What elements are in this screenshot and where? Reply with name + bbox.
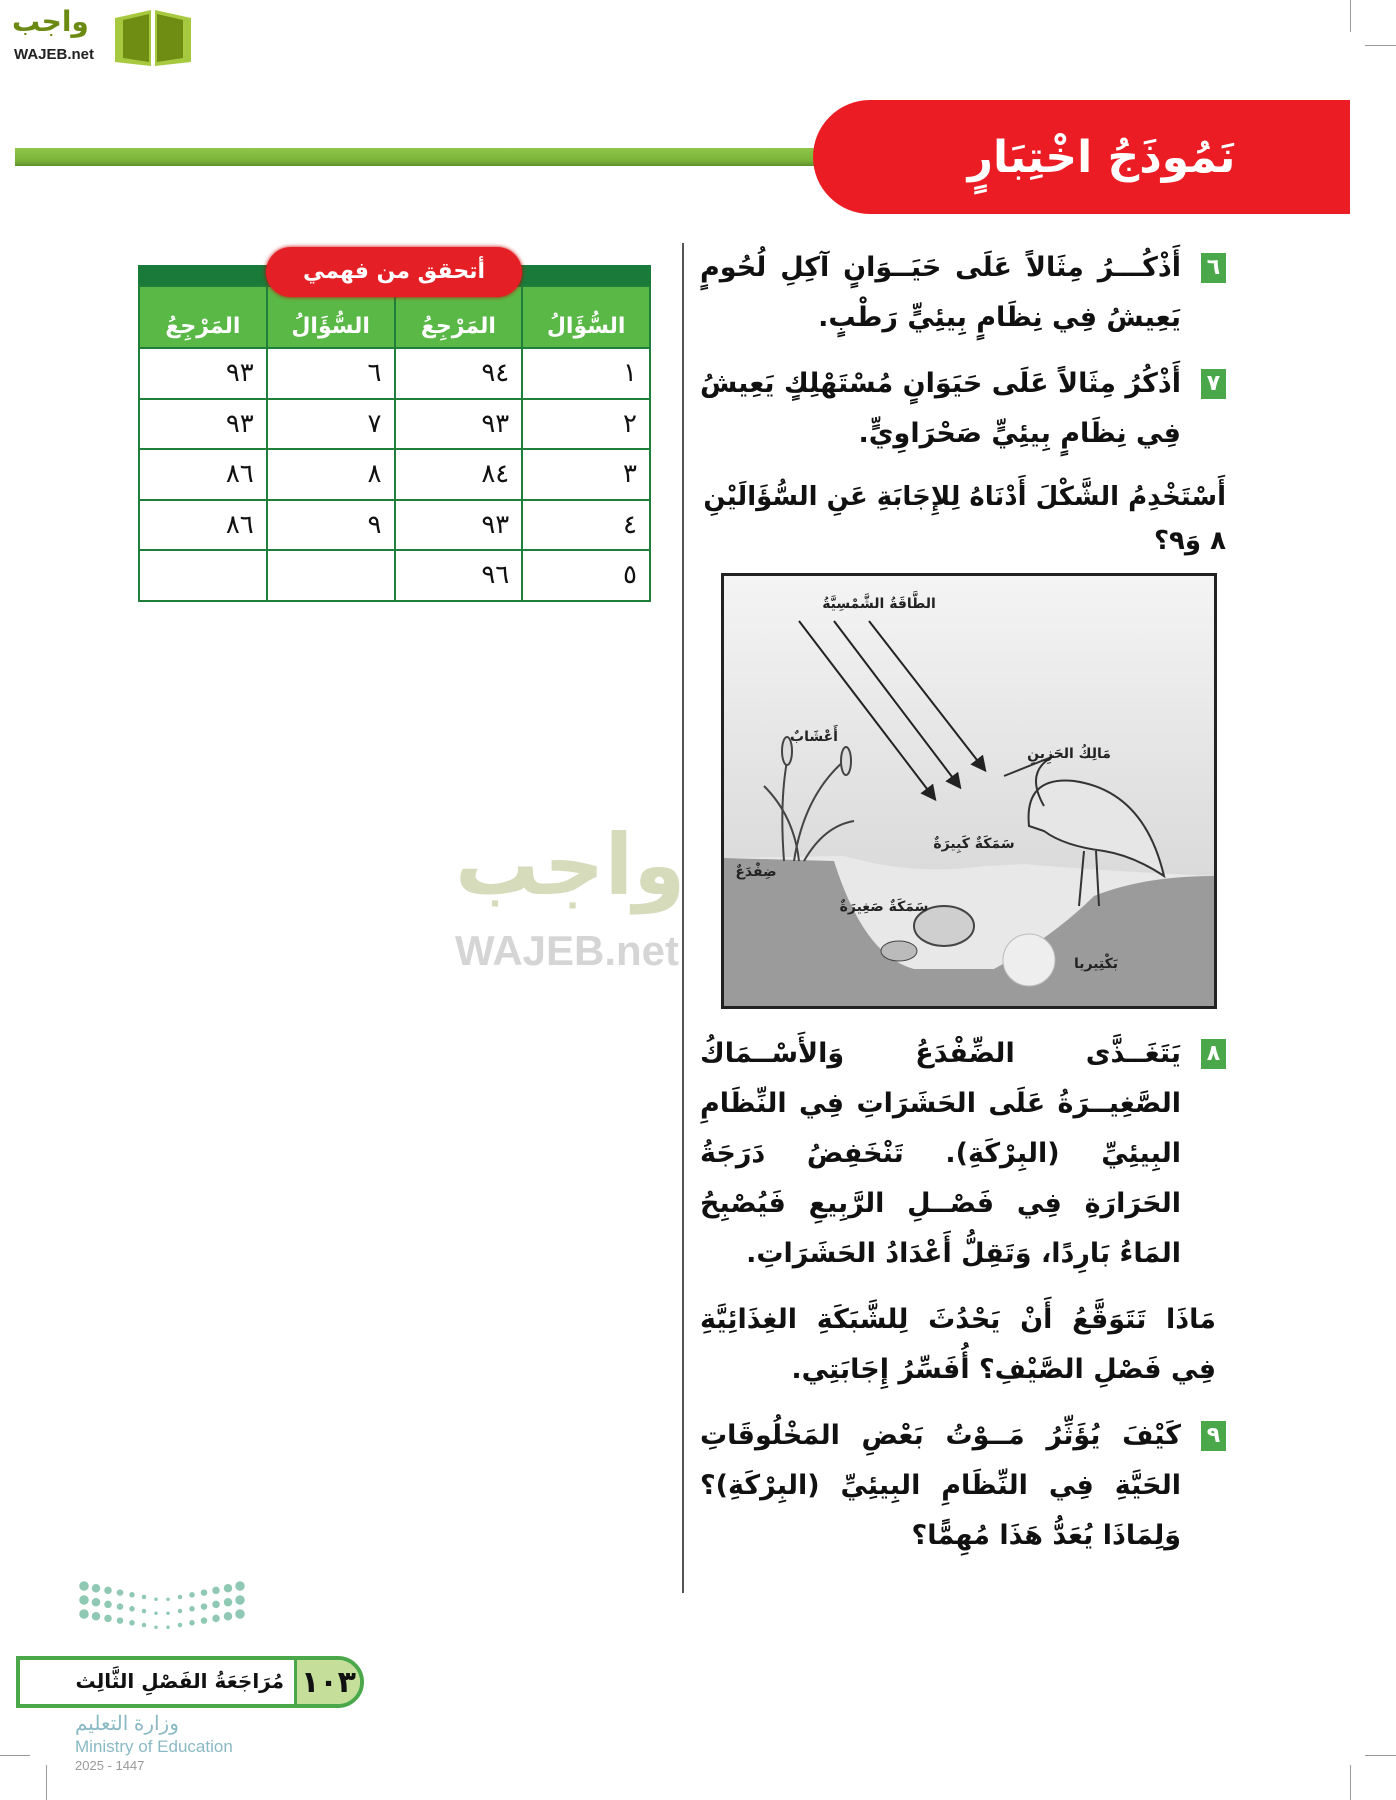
logo-dot (142, 1595, 147, 1600)
logo-dot (224, 1598, 233, 1607)
watermark-arabic: واجب (455, 816, 686, 914)
ministry-arabic: وزارة التعليم (75, 1713, 179, 1735)
questions-column (700, 243, 1226, 1577)
logo-arabic: واجب (12, 5, 89, 38)
header-reference: المَرْجِعُ (139, 286, 267, 348)
question-8 (700, 1029, 1226, 1279)
reference-cell: ٩٦ (395, 550, 523, 601)
logo-dot (117, 1617, 124, 1624)
check-understanding-badge: أتحقق من فهمي (266, 247, 522, 297)
ministry-english: Ministry of Education (75, 1737, 233, 1756)
logo-dot (104, 1601, 112, 1609)
reference-cell: ٩٣ (395, 500, 523, 551)
logo-dot (189, 1620, 195, 1626)
question-cell: ١ (522, 348, 650, 399)
book-icon (113, 6, 193, 68)
reference-cell: ٩٣ (139, 348, 267, 399)
logo-dot (212, 1587, 220, 1595)
logo-dot (235, 1609, 245, 1619)
logo-dot (235, 1595, 245, 1605)
label-solar-energy: الطَّاقَةُ الشَّمْسِيَّةُ (822, 596, 936, 612)
instruction-text: أَسْتَخْدِمُ الشَّكْلَ أَدْنَاهُ لِلإِجَابَةِ عَنِ السُّؤَالَيْنِ ٨ وَ٩؟ (703, 482, 1226, 556)
logo-dot (178, 1609, 183, 1614)
logo-dot (224, 1584, 233, 1593)
logo-dot (235, 1581, 245, 1591)
wajeb-logo[interactable] (8, 4, 193, 68)
logo-dot (154, 1597, 158, 1601)
label-bacteria: بَكْتِيريا (1073, 956, 1119, 972)
reference-cell: ٩٣ (139, 399, 267, 450)
logo-dot (166, 1625, 170, 1629)
logo-dot (178, 1595, 183, 1600)
reference-cell: ٩٣ (395, 399, 523, 450)
logo-dot (79, 1609, 89, 1619)
small-fish-drawing (881, 941, 917, 961)
logo-dot (154, 1611, 158, 1615)
logo-dot (212, 1601, 220, 1609)
reference-cell: ٨٦ (139, 500, 267, 551)
question-8-text: يَتَغَــذَّى الضِّفْدَعُ وَالأَسْــمَاكُ الصَّغِيــرَةُ عَلَى الحَشَرَاتِ فِي النِّظَامِ البِيئِيِّ (البِرْكَةِ). تَنْخَفِضُ دَرَجَةُ الحَرَارَةِ فِي فَصْــلِ الرَّبِيعِ فَيُصْبِحُ المَاءُ بَارِدًا، وَتَقِلُّ أَعْدَادُ الحَشَرَاتِ. (700, 1038, 1181, 1269)
logo-english: WAJEB.net (14, 46, 95, 63)
question-number-7: ٧ (1201, 369, 1226, 399)
question-cell: ٩ (267, 500, 395, 551)
question-9-text: كَيْفَ يُؤَثِّرُ مَــوْتُ بَعْضِ المَخْلُوقَاتِ الحَيَّةِ فِي النِّظَامِ البِيئِيِّ (البِرْكَةِ)؟ وَلِمَاذَا يُعَدُّ هَذَا مُهِمًّا؟ (700, 1420, 1181, 1551)
crop-mark (1365, 45, 1396, 46)
header-question: السُّؤَالُ (522, 286, 650, 348)
logo-dot (92, 1612, 101, 1621)
logo-dot (104, 1615, 112, 1623)
question-9 (700, 1411, 1226, 1561)
question-number-6: ٦ (1201, 253, 1226, 283)
label-frog: ضِفْدَعٌ (735, 864, 777, 880)
logo-dot (79, 1595, 89, 1605)
logo-dot (92, 1598, 101, 1607)
crop-mark (1365, 1755, 1396, 1756)
logo-dot (201, 1617, 208, 1624)
watermark-english: WAJEB.net (455, 927, 680, 974)
logo-dot (92, 1584, 101, 1593)
header-reference: المَرْجِعُ (395, 286, 523, 348)
logo-dot (212, 1615, 220, 1623)
logo-dot (104, 1587, 112, 1595)
logo-dot (201, 1589, 208, 1596)
logo-dot (166, 1597, 170, 1601)
logo-dot (178, 1623, 183, 1628)
logo-dot (189, 1606, 195, 1612)
bacteria-circle (1003, 934, 1055, 986)
watermark (455, 815, 705, 980)
chapter-review-title: مُرَاجَعَةُ الفَصْلِ الثَّالِث (75, 1669, 284, 1693)
reference-cell: ٩٤ (395, 348, 523, 399)
question-cell: ٤ (522, 500, 650, 551)
year-text: 2025 - 1447 (75, 1758, 145, 1773)
ministry-logo-icon (78, 1580, 248, 1635)
table-row (139, 449, 650, 500)
table-row (139, 348, 650, 399)
logo-dot (224, 1612, 233, 1621)
question-cell (267, 550, 395, 601)
question-7-text: أَذْكُرُ مِثَالاً عَلَى حَيَوَانٍ مُسْتَهْلِكٍ يَعِيشُ فِي نِظَامٍ بِيئِيٍّ صَحْرَاوِيٍّ. (700, 368, 1181, 449)
question-7 (700, 359, 1226, 459)
question-cell: ٦ (267, 348, 395, 399)
question-6 (700, 243, 1226, 343)
header-bar (15, 148, 835, 166)
question-cell: ٥ (522, 550, 650, 601)
page-title: نَمُوذَجُ اخْتِبَارٍ (967, 131, 1236, 183)
question-number-8: ٨ (1201, 1039, 1226, 1069)
crop-mark (1350, 1765, 1351, 1800)
crop-mark (0, 1755, 30, 1756)
page-number: ١٠٣ (294, 1660, 360, 1704)
page-title-banner (813, 100, 1350, 214)
logo-dot (166, 1611, 170, 1615)
logo-dot (189, 1592, 195, 1598)
logo-dot (117, 1603, 124, 1610)
logo-dot (154, 1625, 158, 1629)
logo-dot (117, 1589, 124, 1596)
question-8-followup: مَاذَا تَتَوَقَّعُ أَنْ يَحْدُثَ لِلشَّبَكَةِ الغِذَائِيَّةِ فِي فَصْلِ الصَّيْفِ؟ أُفَسِّرُ إِجَابَتِي. (700, 1304, 1216, 1385)
logo-dot (142, 1609, 147, 1614)
question-cell: ٢ (522, 399, 650, 450)
question-cell: ٧ (267, 399, 395, 450)
table-row (139, 500, 650, 551)
question-number-9: ٩ (1201, 1421, 1226, 1451)
label-small-fish: سَمَكَةٌ صَغِيرَةٌ (839, 899, 929, 915)
ministry-text (75, 1712, 233, 1774)
pond-ecosystem-diagram (721, 573, 1217, 1009)
reference-cell: ٨٦ (139, 449, 267, 500)
reference-cell (139, 550, 267, 601)
label-big-fish: سَمَكَةٌ كَبِيرَةٌ (933, 836, 1015, 852)
logo-dot (129, 1620, 135, 1626)
logo-dot (201, 1603, 208, 1610)
table-row (139, 399, 650, 450)
question-6-text: أَذْكُـــرُ مِثَالاً عَلَى حَيَــوَانٍ آكِلِ لُحُومٍ يَعِيشُ فِي نِظَامٍ بِيئِيٍّ رَطْبٍ. (700, 252, 1181, 333)
logo-dot (129, 1606, 135, 1612)
question-cell: ٣ (522, 449, 650, 500)
logo-dot (129, 1592, 135, 1598)
crop-mark (1350, 0, 1351, 32)
page-footer (16, 1656, 364, 1708)
reference-table (138, 285, 651, 602)
logo-dot (79, 1581, 89, 1591)
header-question: السُّؤَالُ (267, 286, 395, 348)
logo-dot (142, 1623, 147, 1628)
label-plants: أَعْشَابٌ (790, 729, 838, 745)
label-heron: مَالِكُ الحَزِينِ (1027, 746, 1111, 762)
reference-cell: ٨٤ (395, 449, 523, 500)
crop-mark (46, 1765, 47, 1800)
question-cell: ٨ (267, 449, 395, 500)
answer-reference-table (138, 259, 651, 630)
table-row (139, 550, 650, 601)
